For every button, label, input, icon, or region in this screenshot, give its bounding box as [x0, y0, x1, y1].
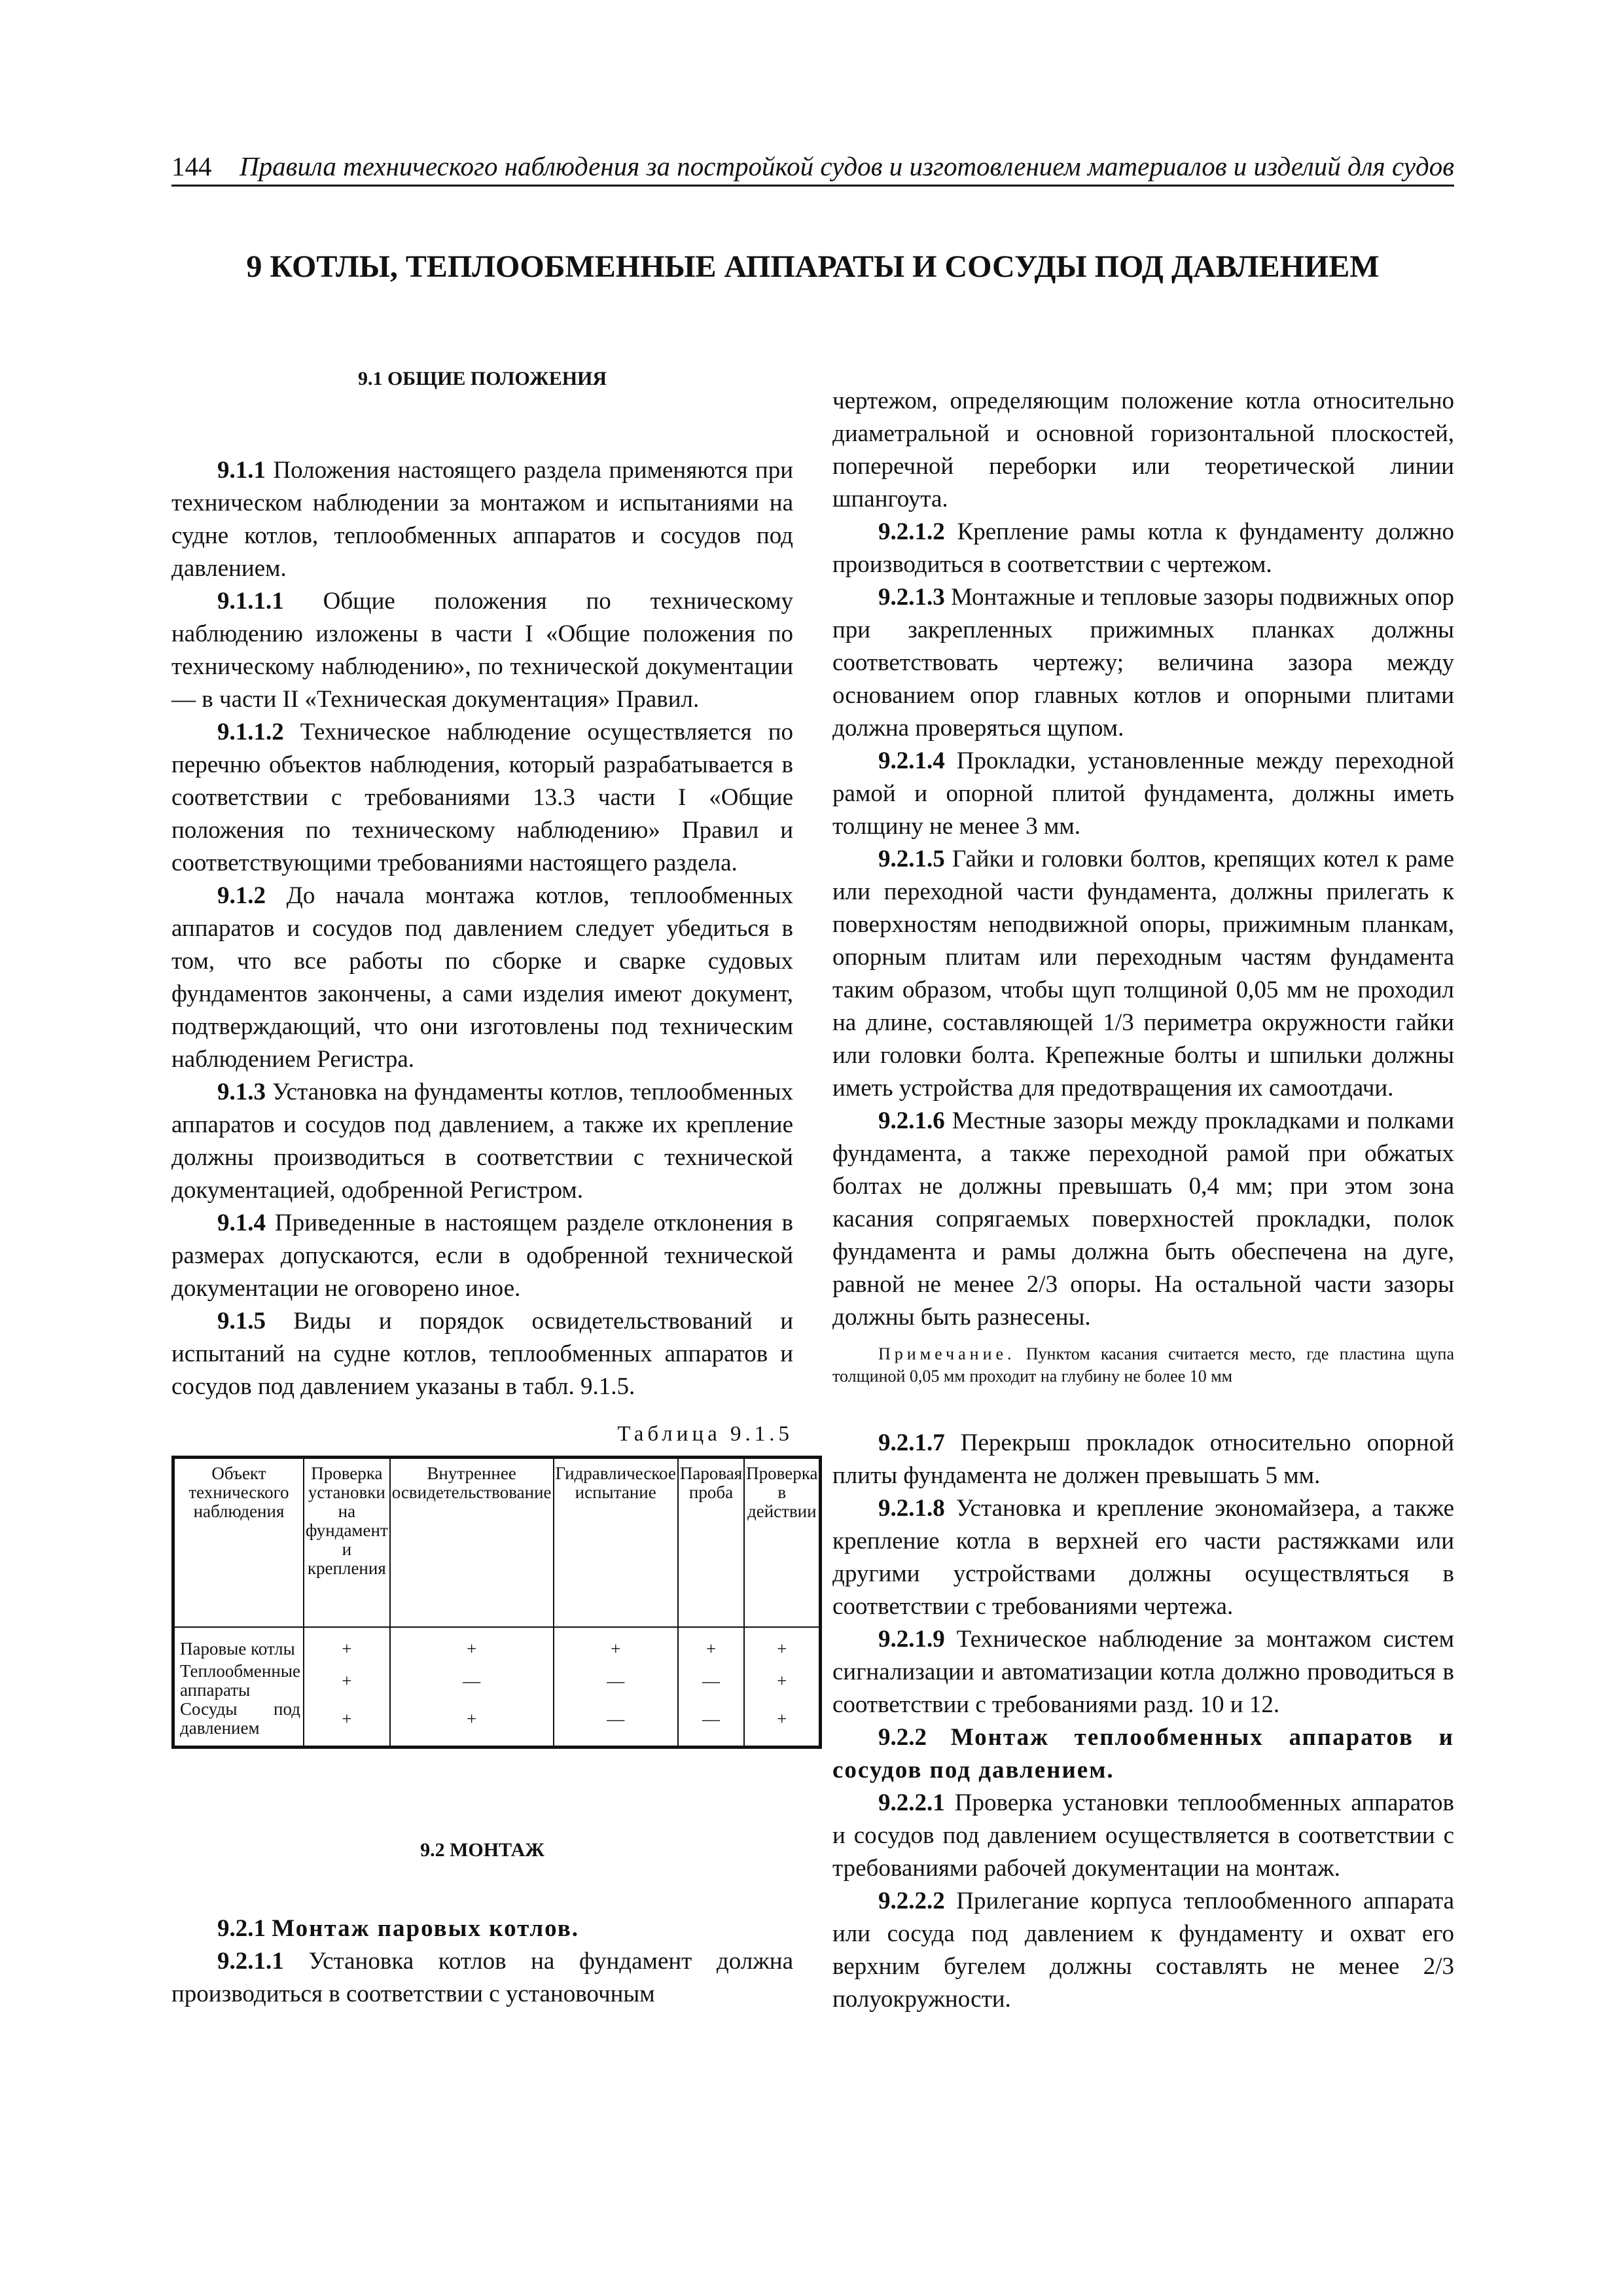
table-cell: + [390, 1627, 554, 1662]
paragraph-9-1-3 [171, 1076, 793, 1207]
paragraph-9-2-1-5 [832, 843, 1454, 1105]
paragraph-9-2-1-7 [832, 1427, 1454, 1492]
paragraph-text: До начала монтажа котлов, теплообменных аппаратов и сосудов под давлением следует убедиться в том, что все работы по сборке и сварке судовых фундаментов закончены, а сами изделия имеют документ, подтверждающий, что они изготовлены под техническим наблюдением Регистра. [171, 882, 793, 1073]
paragraph-9-2-2-1 [832, 1787, 1454, 1885]
paragraph-text: Местные зазоры между прокладками и полками фундамента, а также переходной рамой при обжатых болтах не должны превышать 0,4 мм; при этом зона касания сопрягаемых поверхностей прокладки, полок фундамента и рамы должна быть обеспечена на дуге, равной не менее 2/3 опоры. На остальной части зазоры должны быть разнесены. [832, 1107, 1455, 1331]
subheading-9-2-2 [832, 1721, 1454, 1787]
table-cell: — [554, 1700, 678, 1748]
page-number: 144 [171, 151, 212, 181]
paragraph-text: Перекрыш прокладок относительно опорной плиты фундамента не должен превышать 5 мм. [832, 1429, 1454, 1489]
paragraph-number: 9.1.1.1 [217, 588, 284, 615]
subheading-text: Монтаж паровых котлов. [272, 1915, 579, 1942]
paragraph-text: Приведенные в настоящем разделе отклонения в размерах допускаются, если в одобренной технической документации не оговорено иное. [171, 1210, 793, 1302]
paragraph-number: 9.1.3 [217, 1079, 266, 1105]
paragraph-number: 9.2.1 [217, 1915, 266, 1942]
paragraph-text: Общие положения по техническому наблюдению изложены в части I «Общие положения по техническому наблюдению», по технической документации — в части II «Техническая документация» Правил. [171, 588, 794, 713]
table-cell-object: Сосуды под давлением [173, 1700, 304, 1748]
table-cell: + [744, 1662, 821, 1700]
paragraph-text: Установка котлов на фундамент должна производиться в соответствии с установочным [171, 1948, 794, 2007]
paragraph-text: Виды и порядок освидетельствований и испытаний на судне котлов, теплообменных аппаратов и сосудов под давлением указаны в табл. 9.1.5. [171, 1308, 794, 1400]
table-cell: + [744, 1700, 821, 1748]
paragraph-number: 9.1.1.2 [217, 719, 284, 745]
paragraph-9-2-1-2 [832, 516, 1454, 581]
paragraph-text: Установка на фундаменты котлов, теплообменных аппаратов и сосудов под давлением, а также их крепление должны производиться в соответствии с технической документацией, одобренной Регистром. [171, 1079, 793, 1204]
paragraph-number: 9.2.1.3 [878, 584, 945, 611]
paragraph-9-2-1-4 [832, 745, 1454, 843]
table-header-cell: Гидравлическое испытание [554, 1458, 678, 1628]
paragraph-number: 9.1.4 [217, 1210, 266, 1236]
note-label: Примечание. [878, 1344, 1016, 1363]
table-9-1-5 [171, 1456, 822, 1749]
paragraph-number: 9.2.1.5 [878, 846, 945, 872]
paragraph-number: 9.1.2 [217, 882, 266, 909]
table-row [173, 1627, 821, 1662]
paragraph-9-1-1-2 [171, 716, 793, 880]
table-header-row [173, 1458, 821, 1628]
paragraph-9-1-4 [171, 1207, 793, 1305]
paragraph-number: 9.2.1.9 [878, 1626, 945, 1653]
paragraph-number: 9.2.1.6 [878, 1107, 945, 1134]
paragraph-number: 9.2.2.2 [878, 1888, 945, 1914]
table-header-cell: Объект технического наблюдения [173, 1458, 304, 1628]
paragraph-number: 9.2.1.7 [878, 1429, 945, 1456]
table-cell: + [554, 1627, 678, 1662]
paragraph-9-1-2 [171, 880, 793, 1076]
table-header-cell: Внутреннее освидетельствование [390, 1458, 554, 1628]
table-header-cell: Проверка установки на фундамент и крепления [304, 1458, 390, 1628]
paragraph-continuation: чертежом, определяющим положение котла относительно диаметральной и основной горизонтальной плоскостей, поперечной переборки или теоретической линии шпангоута. [832, 387, 1454, 512]
subheading-9-2-1 [171, 1912, 793, 1945]
paragraph-9-2-1-8 [832, 1492, 1454, 1623]
table-cell: — [554, 1662, 678, 1700]
running-title: Правила технического наблюдения за постройкой судов и изготовлением материалов и изделий для судов [240, 151, 1454, 181]
table-cell-object: Паровые котлы [173, 1627, 304, 1662]
paragraph-9-1-1-1 [171, 585, 793, 716]
table-cell: — [678, 1662, 744, 1700]
paragraph-text: Прокладки, установленные между переходной рамой и опорной плитой фундамента, должны иметь толщину не менее 3 мм. [832, 747, 1455, 840]
paragraph-number: 9.1.1 [217, 457, 266, 484]
paragraph-9-1-1 [171, 454, 793, 585]
paragraph-number: 9.2.1.4 [878, 747, 945, 774]
paragraph-text: Установка и крепление экономайзера, а также крепление котла в верхней его части растяжками или другими устройствами должны осуществляться в соответствии с требованиями чертежа. [832, 1495, 1454, 1620]
table-cell: + [390, 1700, 554, 1748]
paragraph-9-1-5 [171, 1305, 793, 1403]
paragraph-9-2-1-9 [832, 1623, 1454, 1721]
paragraph-number: 9.2.1.8 [878, 1495, 945, 1522]
table-header-cell: Паровая проба [678, 1458, 744, 1628]
table-cell: + [304, 1700, 390, 1748]
paragraph-text: Техническое наблюдение осуществляется по перечню объектов наблюдения, который разрабатывается в соответствии с требованиями 13.3 части I «Общие положения по техническому наблюдению» Правил и соответствующими требованиями настоящего раздела. [171, 719, 794, 876]
paragraph-number: 9.2.1.2 [878, 518, 945, 545]
paragraph-9-2-1-6 [832, 1105, 1454, 1334]
paragraph-text: Проверка установки теплообменных аппаратов и сосудов под давлением осуществляется в соответствии с требованиями рабочей документации на монтаж. [832, 1789, 1454, 1882]
paragraph-number: 9.2.2.1 [878, 1789, 945, 1816]
paragraph-9-2-2-2 [832, 1885, 1454, 2016]
paragraph-text: Положения настоящего раздела применяются при техническом наблюдении за монтажом и испытаниями на судне котлов, теплообменных аппаратов и сосудов под давлением. [171, 457, 794, 582]
table-header-cell: Проверка в действии [744, 1458, 821, 1628]
paragraph-9-2-1-3 [832, 581, 1454, 745]
table-caption: Таблица 9.1.5 [617, 1422, 793, 1446]
paragraph-text: Техническое наблюдение за монтажом систем сигнализации и автоматизации котла должно проводиться в соответствии с требованиями разд. 10 и 12. [832, 1626, 1455, 1718]
table-cell: + [744, 1627, 821, 1662]
paragraph-text: Прилегание корпуса теплообменного аппарата или сосуда под давлением к фундаменту и охват его верхним бугелем должны составлять не менее 2/3 полуокружности. [832, 1888, 1455, 2013]
paragraph-number: 9.1.5 [217, 1308, 266, 1335]
table-cell: + [304, 1627, 390, 1662]
table-cell-object: Теплообменные аппараты [173, 1662, 304, 1700]
table-cell: + [304, 1662, 390, 1700]
left-column [171, 353, 818, 2011]
paragraph-text: Гайки и головки болтов, крепящих котел к раме или переходной части фундамента, должны прилегать к поверхностям неподвижной опоры, прижимным планкам, опорным плитам или переходным частям фундамента таким образом, чтобы щуп толщиной 0,05 мм не проходил на длине, составляющей 1/3 периметра окружности гайки или головки болта. Крепежные болты и шпильки должны иметь устройства для предотвращения их самоотдачи. [832, 846, 1454, 1102]
right-column [832, 385, 1454, 2016]
table-cell: — [390, 1662, 554, 1700]
paragraph-number: 9.2.2 [878, 1724, 927, 1751]
paragraph-text: Монтажные и тепловые зазоры подвижных опор при закрепленных прижимных планках должны соответствовать чертежу; величина зазора между основанием опор главных котлов и опорными плитами должна проверяться щупом. [832, 584, 1455, 742]
table-row [173, 1662, 821, 1700]
note-text: Пунктом касания считается место, где пластина щупа толщиной 0,05 мм проходит на глубину не более 10 мм [832, 1344, 1454, 1386]
section-heading-9-1: 9.1 ОБЩИЕ ПОЛОЖЕНИЯ [357, 368, 607, 389]
page-header [171, 145, 1454, 187]
paragraph-number: 9.2.1.1 [217, 1948, 284, 1975]
note [832, 1343, 1454, 1388]
subheading-text: Монтаж теплообменных аппаратов и сосудов под давлением. [832, 1724, 1454, 1784]
table-row [173, 1700, 821, 1748]
section-heading-9-2: 9.2 МОНТАЖ [420, 1839, 544, 1861]
table-cell: — [678, 1700, 744, 1748]
chapter-title: 9 КОТЛЫ, ТЕПЛООБМЕННЫЕ АППАРАТЫ И СОСУДЫ ПОД ДАВЛЕНИЕМ [246, 249, 1380, 284]
paragraph-text: Крепление рамы котла к фундаменту должно производиться в соответствии с чертежом. [832, 518, 1454, 578]
table-cell: + [678, 1627, 744, 1662]
paragraph-9-2-1-1 [171, 1945, 793, 2011]
